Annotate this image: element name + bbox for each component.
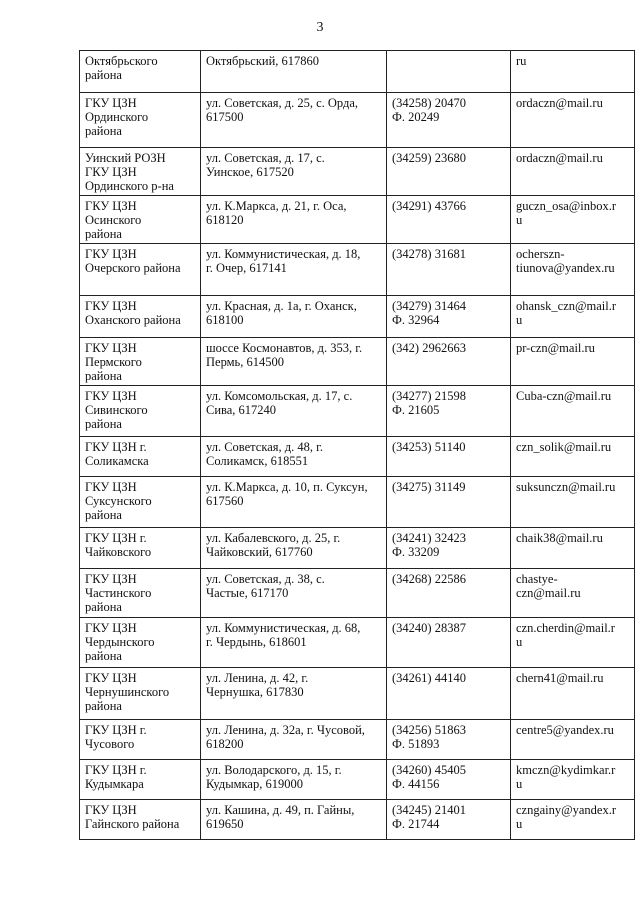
email-cell-text: czn_solik@mail.ru	[516, 440, 612, 454]
organization-cell	[80, 668, 201, 720]
email-cell	[511, 244, 635, 296]
organization-cell-text: ГКУ ЦЗН г. Чусового	[85, 723, 147, 751]
email-cell	[511, 437, 635, 477]
organization-cell-text: ГКУ ЦЗН г. Кудымкара	[85, 763, 147, 791]
organization-cell	[80, 338, 201, 386]
address-cell	[201, 296, 387, 338]
table-row	[80, 569, 635, 618]
organization-cell-text: ГКУ ЦЗН Частинского района	[85, 572, 152, 614]
address-cell-text: ул. Красная, д. 1а, г. Оханск, 618100	[206, 299, 357, 327]
table-row	[80, 51, 635, 93]
phone-cell-text: (34241) 32423 Ф. 33209	[392, 531, 466, 559]
organization-cell-text: ГКУ ЦЗН Ординского района	[85, 96, 149, 138]
address-cell	[201, 196, 387, 244]
phone-cell	[387, 296, 511, 338]
table-row	[80, 437, 635, 477]
email-cell-text: ordaczn@mail.ru	[516, 96, 603, 110]
email-cell	[511, 477, 635, 528]
phone-cell-text: (34279) 31464 Ф. 32964	[392, 299, 466, 327]
phone-cell	[387, 720, 511, 760]
email-cell	[511, 800, 635, 840]
email-cell-text: suksunczn@mail.ru	[516, 480, 616, 494]
address-cell-text: ул. Кашина, д. 49, п. Гайны, 619650	[206, 803, 355, 831]
table-row	[80, 196, 635, 244]
email-cell	[511, 296, 635, 338]
email-cell	[511, 569, 635, 618]
address-cell	[201, 148, 387, 196]
phone-cell-text: (34291) 43766	[392, 199, 466, 213]
email-cell	[511, 528, 635, 569]
page-number: 3	[316, 20, 324, 35]
email-cell-text: ordaczn@mail.ru	[516, 151, 603, 165]
email-cell	[511, 93, 635, 148]
table-row	[80, 148, 635, 196]
address-cell-text: ул. Ленина, д. 42, г. Чернушка, 617830	[206, 671, 309, 699]
phone-cell	[387, 477, 511, 528]
phone-cell	[387, 800, 511, 840]
email-cell	[511, 386, 635, 437]
phone-cell	[387, 386, 511, 437]
organization-cell	[80, 720, 201, 760]
address-cell	[201, 477, 387, 528]
phone-cell	[387, 338, 511, 386]
organization-cell-text: ГКУ ЦЗН Пермского района	[85, 341, 142, 383]
address-cell	[201, 569, 387, 618]
employment-centers-table	[79, 50, 635, 840]
table-row	[80, 618, 635, 668]
address-cell-text: Октябрьский, 617860	[206, 54, 320, 68]
phone-cell	[387, 196, 511, 244]
email-cell-text: Cuba-czn@mail.ru	[516, 389, 612, 403]
email-cell	[511, 338, 635, 386]
organization-cell-text: ГКУ ЦЗН Оханского района	[85, 299, 181, 327]
organization-cell	[80, 296, 201, 338]
organization-cell	[80, 569, 201, 618]
organization-cell-text: ГКУ ЦЗН г. Чайковского	[85, 531, 152, 559]
address-cell-text: ул. Комсомольская, д. 17, с. Сива, 617240	[206, 389, 353, 417]
email-cell-text: guczn_osa@inbox.r u	[516, 199, 617, 227]
organization-cell	[80, 196, 201, 244]
organization-cell	[80, 148, 201, 196]
organization-cell	[80, 244, 201, 296]
address-cell	[201, 800, 387, 840]
phone-cell-text: (34245) 21401 Ф. 21744	[392, 803, 466, 831]
organization-cell	[80, 437, 201, 477]
organization-cell-text: ГКУ ЦЗН Суксунского района	[85, 480, 152, 522]
phone-cell-text: (34256) 51863 Ф. 51893	[392, 723, 466, 751]
phone-cell-text: (34240) 28387	[392, 621, 466, 635]
address-cell	[201, 244, 387, 296]
email-cell	[511, 196, 635, 244]
phone-cell-text: (34278) 31681	[392, 247, 466, 261]
address-cell	[201, 760, 387, 800]
address-cell-text: ул. Советская, д. 25, с. Орда, 617500	[206, 96, 359, 124]
table-row	[80, 477, 635, 528]
address-cell	[201, 386, 387, 437]
phone-cell-text: (34268) 22586	[392, 572, 466, 586]
phone-cell	[387, 244, 511, 296]
phone-cell-text: (34261) 44140	[392, 671, 466, 685]
organization-cell	[80, 528, 201, 569]
address-cell-text: ул. Советская, д. 38, с. Частые, 617170	[206, 572, 325, 600]
table-row	[80, 720, 635, 760]
address-cell-text: ул. Кабалевского, д. 25, г. Чайковский, 617760	[206, 531, 341, 559]
email-cell-text: centre5@yandex.ru	[516, 723, 614, 737]
address-cell-text: ул. К.Маркса, д. 21, г. Оса, 618120	[206, 199, 347, 227]
email-cell	[511, 148, 635, 196]
organization-cell	[80, 477, 201, 528]
email-cell-text: kmczn@kydimkar.r u	[516, 763, 616, 791]
address-cell	[201, 437, 387, 477]
organization-cell-text: ГКУ ЦЗН Чернушинского района	[85, 671, 170, 713]
address-cell-text: ул. Советская, д. 48, г. Соликамск, 618551	[206, 440, 323, 468]
organization-cell-text: ГКУ ЦЗН Осинского района	[85, 199, 142, 241]
table-row	[80, 386, 635, 437]
phone-cell	[387, 528, 511, 569]
phone-cell-text: (342) 2962663	[392, 341, 466, 355]
address-cell-text: ул. Володарского, д. 15, г. Кудымкар, 619000	[206, 763, 342, 791]
address-cell	[201, 51, 387, 93]
table-row	[80, 760, 635, 800]
address-cell-text: ул. К.Маркса, д. 10, п. Суксун, 617560	[206, 480, 368, 508]
phone-cell	[387, 51, 511, 93]
organization-cell-text: Октябрьского района	[85, 54, 158, 82]
table-row	[80, 244, 635, 296]
email-cell	[511, 51, 635, 93]
phone-cell	[387, 437, 511, 477]
table-row	[80, 93, 635, 148]
phone-cell	[387, 93, 511, 148]
email-cell-text: czn.cherdin@mail.r u	[516, 621, 615, 649]
organization-cell-text: ГКУ ЦЗН г. Соликамска	[85, 440, 149, 468]
address-cell	[201, 93, 387, 148]
email-cell	[511, 668, 635, 720]
email-cell-text: ocherszn- tiunova@yandex.ru	[516, 247, 615, 275]
organization-cell	[80, 93, 201, 148]
email-cell	[511, 720, 635, 760]
email-cell	[511, 618, 635, 668]
organization-cell	[80, 760, 201, 800]
phone-cell	[387, 148, 511, 196]
phone-cell-text: (34253) 51140	[392, 440, 466, 454]
organization-cell	[80, 618, 201, 668]
table-row	[80, 800, 635, 840]
email-cell-text: chaik38@mail.ru	[516, 531, 603, 545]
email-cell-text: ru	[516, 54, 527, 68]
email-cell-text: ohansk_czn@mail.r u	[516, 299, 617, 327]
table-row	[80, 338, 635, 386]
email-cell-text: pr-czn@mail.ru	[516, 341, 595, 355]
email-cell-text: chastye- czn@mail.ru	[516, 572, 581, 600]
address-cell-text: ул. Коммунистическая, д. 68, г. Чердынь, 618601	[206, 621, 361, 649]
organization-cell	[80, 800, 201, 840]
organization-cell-text: ГКУ ЦЗН Гайнского района	[85, 803, 180, 831]
phone-cell-text: (34260) 45405 Ф. 44156	[392, 763, 466, 791]
table-body	[80, 51, 635, 840]
address-cell-text: шоссе Космонавтов, д. 353, г. Пермь, 614500	[206, 341, 363, 369]
address-cell-text: ул. Ленина, д. 32а, г. Чусовой, 618200	[206, 723, 365, 751]
organization-cell-text: ГКУ ЦЗН Очерского района	[85, 247, 181, 275]
address-cell	[201, 720, 387, 760]
phone-cell	[387, 760, 511, 800]
address-cell	[201, 528, 387, 569]
organization-cell-text: ГКУ ЦЗН Сивинского района	[85, 389, 148, 431]
organization-cell-text: Уинский РОЗН ГКУ ЦЗН Ординского р-на	[85, 151, 174, 193]
table-row	[80, 296, 635, 338]
phone-cell-text: (34275) 31149	[392, 480, 466, 494]
email-cell-text: chern41@mail.ru	[516, 671, 604, 685]
address-cell	[201, 618, 387, 668]
phone-cell-text: (34259) 23680	[392, 151, 466, 165]
address-cell-text: ул. Советская, д. 17, с. Уинское, 617520	[206, 151, 325, 179]
address-cell-text: ул. Коммунистическая, д. 18, г. Очер, 617141	[206, 247, 361, 275]
address-cell	[201, 338, 387, 386]
phone-cell-text: (34258) 20470 Ф. 20249	[392, 96, 466, 124]
organization-cell	[80, 386, 201, 437]
table-row	[80, 668, 635, 720]
phone-cell	[387, 618, 511, 668]
address-cell	[201, 668, 387, 720]
organization-cell	[80, 51, 201, 93]
phone-cell-text: (34277) 21598 Ф. 21605	[392, 389, 466, 417]
table-row	[80, 528, 635, 569]
email-cell-text: czngainy@yandex.r u	[516, 803, 617, 831]
organization-cell-text: ГКУ ЦЗН Чердынского района	[85, 621, 155, 663]
phone-cell	[387, 569, 511, 618]
phone-cell	[387, 668, 511, 720]
email-cell	[511, 760, 635, 800]
